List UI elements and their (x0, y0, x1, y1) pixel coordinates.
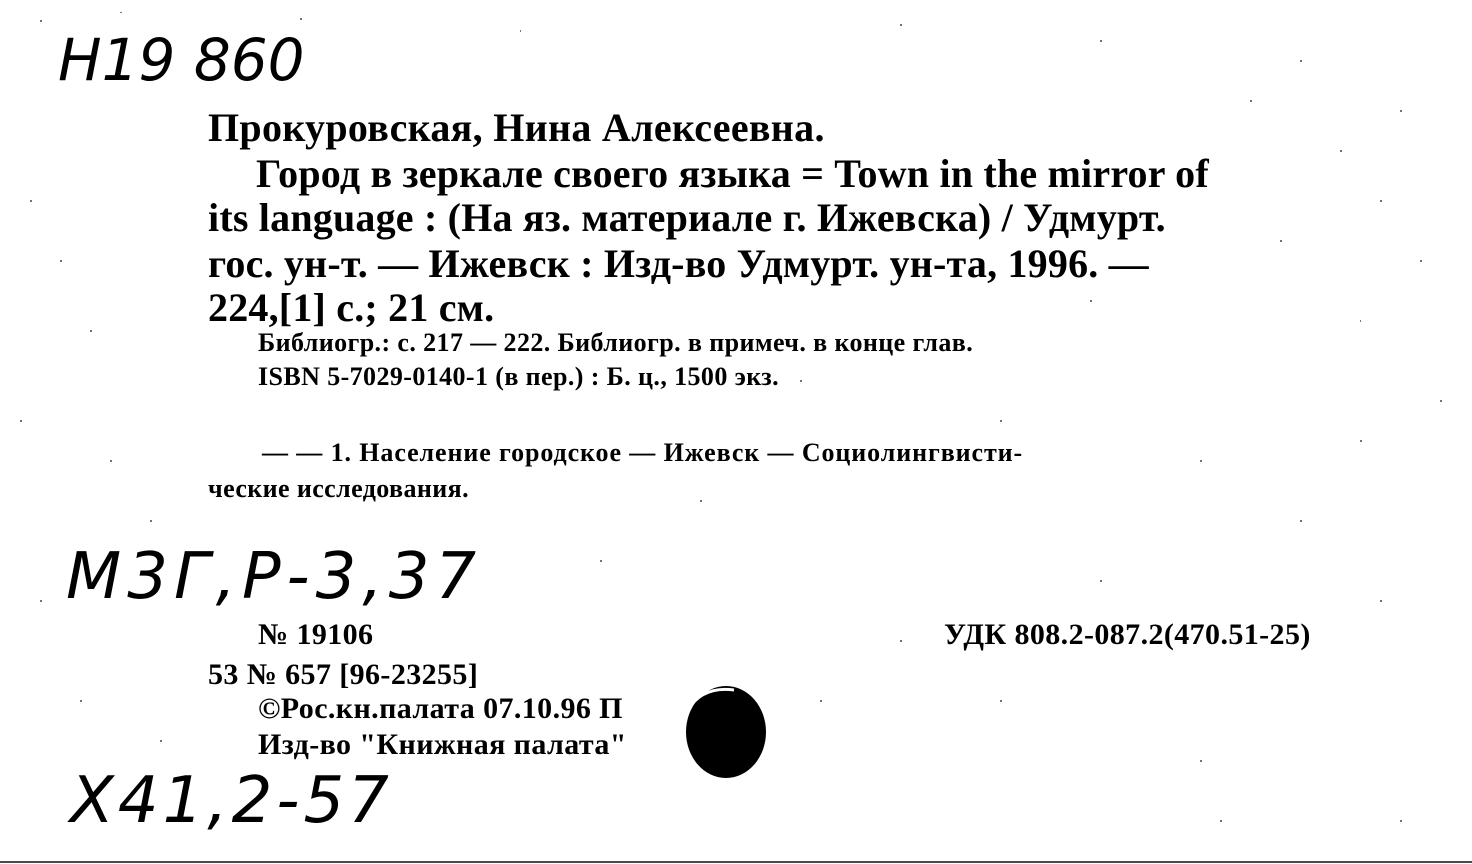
title-line-1: Город в зеркале своего языка = Town in the mirror of (256, 151, 1209, 196)
subject-heading-line-2: ческие исследования. (208, 474, 469, 503)
card-number: № 19106 (258, 618, 374, 651)
isbn-note: ISBN 5-7029-0140-1 (в пер.) : Б. ц., 1500 экз. (258, 362, 780, 391)
copyright-line: ©Рос.кн.палата 07.10.96 П (258, 692, 623, 725)
ink-blot (682, 680, 770, 780)
handwritten-shelfmark-middle: М3Г,Р-3,37 (66, 540, 483, 614)
registration-line: 53 № 657 [96-23255] (208, 658, 479, 691)
handwritten-shelfmark-bottom: Х41,2-57 (70, 764, 393, 838)
subject-heading-line-1: — — 1. Население городское — Ижевск — Социолингвисти- (262, 438, 1024, 467)
udk-code: УДК 808.2-087.2(470.51-25) (944, 618, 1311, 651)
author-heading: Прокуровская, Нина Алексеевна. (208, 105, 825, 150)
title-line-4: 224,[1] с.; 21 см. (208, 285, 495, 330)
title-line-2: its language : (На яз. материале г. Ижевска) / Удмурт. (208, 195, 1166, 240)
handwritten-shelfmark-top: Н19 860 (58, 26, 305, 94)
publisher-line: Изд-во "Книжная палата" (258, 728, 627, 761)
bibliography-note: Библиогр.: с. 217 — 222. Библиогр. в примеч. в конце глав. (258, 328, 974, 357)
title-line-3: гос. ун-т. — Ижевск : Изд-во Удмурт. ун-та, 1996. — (208, 241, 1149, 286)
